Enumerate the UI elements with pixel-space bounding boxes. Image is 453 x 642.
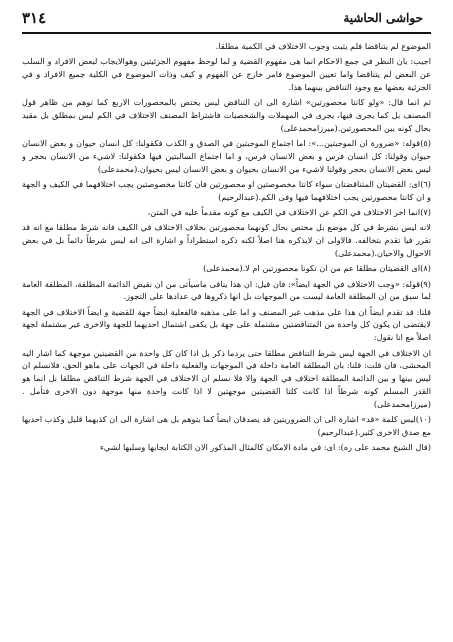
paragraph: ثم انما قال: «ولو كانتا محصورتين» اشارة الى ان التناقض ليس يختص بالمحصورات الاربع كما توهم من ظاهر قول المصنف بل كما يجرى فيها، يجرى في المهملات والشخصيات فاشتراط المصنف الاختلاف في الكم ليس بمطلق بل مقيد بحال كونه بين المحصورتين.(ميرزامحمدعلى)	[22, 97, 431, 133]
paragraph: لانه ليس بشرط في كل موضع بل مختص بحال كونهما محصورتين بخلاف الاختلاف في الكيف فانه شرط مطلقا مع انه قد تقرر فيا تقدم بتخالفه. فالاولى ان لايذكره هنا اصلاً لكنه ذكره استطراداً و اشارة الى انه ليس شرطاً دائماً بل في بعض الاحوال والاحيان.(محمدعلى)	[22, 222, 431, 258]
footnote-7: (٧)انما اخر الاختلاف في الكم عن الاختلاف في الكيف مع كونه مقدماً عليه في المتن،	[147, 207, 431, 218]
footnote-6: (٦)اى: القضيتان المتناقضتان سواء كانتا مخصوصتين او محصورتين فان كانتا مخصوصتين يجب اختلافهما في الكيف و الجهة و ان كانتا محصورتين يجب اختلافهما فيها وفى الكم.(عبدالرحيم)	[22, 178, 431, 202]
page-number: ٣١٤	[22, 9, 47, 27]
header-divider	[22, 32, 431, 34]
footnote-9: (٩)قوله: «وجب الاختلاف في الجهة ايضاً»: فان قيل: ان هذا ينافى ماسيأتى من ان نقيض الدائمة المطلقة، المطلقة العامة لما سبق من ان المطلقة العامة ليست من الموجهات بل انها ذكروها في عدادها على التجوز.	[22, 278, 431, 302]
footnote-5: (٥)قوله: «ضرورة ان الموجبتين...»: اما اجتماع الموجبتين في الصدق و الكذب فكقولنا: كل انسان حيوان و بعض الانسان حيوان وقولنا: كل انسان فرس و بعض الانسان فرس، و اما اجتماع السالبتين فيها فكقولنا: لاشيء من الانسان بحجر و ليس بعض الانسان بحجر وقولنا لاشيء من الانسان بحيوان و بعض الانسان ليس بحيوان.(محمدعلى)	[22, 138, 431, 174]
running-title: حواشى الحاشية	[343, 11, 423, 25]
paragraph: الموضوع لم يتناقضا فلم يثبت وجوب الاختلاف في الكمية مطلقا.	[215, 41, 431, 51]
paragraph: (قال الشيخ محمد على ره): اى: في مادة الامكان كالمثال المذكور الان الكتابة ايجابها وسلبها لشيء	[99, 442, 431, 453]
paragraph: اجيب: بان النظر في جمع الاحكام انما هى مفهوم القضية و لما لوحظ مفهوم الجزئيتين وهوالايجاب لبعض الافراد و السلب عن البعض لم يتناقضا واما تعيين الموضوع فامر خارج عن الفهوم و كيف وذات الموضوع في الكلية جميع الافراد و في الجزئية بعضها مع وجود التناقض بينهما هذا.	[22, 56, 431, 92]
page-header	[22, 6, 423, 30]
paragraph: ان الاختلاف في الجهة ليس شرط التناقض مطلقا حتى يردما ذكر بل اذا كان كل واحدة من القضيتين موجهة كما اشار اليه المحشى، فان قلت: قلنا: بان المطلقة العامة داخلة في الموجهات والفعلية داخلة في الجهات على ماهو الحق، فلانسلم ان ليس بينها و بين الدائمة المطلقة اختلاف في الجهة والا فلا نسلم ان الاختلاف في الجهة شرط التناقض مطلقا بل انما هو القدر المسلم كونه شرطاً اذا كانت كلتا القضيتين موجهتين لا اذا كانت واحدة منها موجهة دون الاخرى فتأمل . (ميرزامحمدعلى)	[22, 347, 431, 409]
paragraph: قلنا: قد تقدم ايضاً ان هذا على مذهب غير المصنف و اما على مذهبه فالفعلية ايضاً جهة للقضية و ايضاً الاختلاف في الجهة لايقتضى ان يكون كل واحدة من المتناقضتين مشتملة على جهة بل يكفى اشتمال احديهما للجهة والاخرى غير مشتملة لجهة اصلاً مع انا نقول:	[22, 306, 431, 343]
page-body	[22, 40, 431, 634]
footnote-10: (١٠)ليس كلمة «قد» اشارة الى ان الضروريتين قد يصدقان ايضاً كما يتوهم بل هى اشارة الى ان كذبهما قليل وكذب احديها مع صدق الاخرى كثير.(عبدالرحيم)	[22, 414, 431, 437]
footnote-8: (٨)اى القضيتان مطلقا عم من ان تكونا محصورتين ام لا.(محمدعلى)	[203, 263, 431, 274]
